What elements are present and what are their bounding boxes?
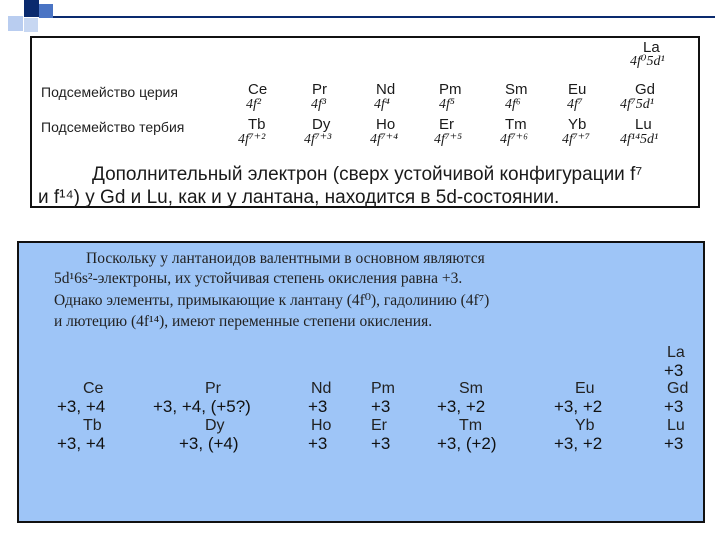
cerium-config-ce: 4f²: [246, 97, 262, 112]
terbium-config-tb: 4f⁷⁺²: [238, 132, 266, 147]
cerium-oxidation-nd: +3: [308, 397, 328, 416]
cerium-config-pm: 4f⁵: [439, 97, 455, 112]
text-line-1: Поскольку у лантаноидов валентными в основном являются: [86, 250, 485, 267]
cerium-config-gd: 4f⁷5d¹: [620, 97, 654, 112]
terbium-symbol-lu: Lu: [667, 417, 685, 434]
terbium-symbol-tb: Tb: [248, 116, 266, 133]
terbium-config-ho: 4f⁷⁺⁴: [370, 132, 399, 147]
oxidation-states-panel: [17, 241, 705, 523]
note-line-1: Дополнительный электрон (сверх устойчивой конфигурации f⁷: [92, 164, 643, 185]
text-line-4: и лютецию (4f¹⁴), имеют переменные степени окисления.: [54, 313, 433, 330]
cerium-config-pr: 4f³: [311, 97, 327, 112]
terbium-symbol-ho: Ho: [311, 417, 332, 434]
terbium-symbol-lu: Lu: [635, 116, 652, 133]
cerium-config-nd: 4f⁴: [374, 97, 390, 112]
cerium-config-eu: 4f⁷: [567, 97, 583, 112]
cerium-symbol-eu: Eu: [568, 81, 587, 98]
cerium-symbol-sm: Sm: [459, 380, 483, 397]
terbium-symbol-tm: Tm: [505, 116, 527, 133]
cerium-symbol-pm: Pm: [439, 81, 462, 98]
terbium-config-yb: 4f⁷⁺⁷: [562, 132, 591, 147]
decor-line: [53, 16, 715, 18]
terbium-symbol-tb: Tb: [83, 417, 102, 434]
cerium-symbol-sm: Sm: [505, 81, 528, 98]
terbium-oxidation-lu: +3: [664, 434, 684, 453]
cerium-symbol-eu: Eu: [575, 380, 595, 397]
cerium-oxidation-ce: +3, +4: [57, 397, 106, 416]
terbium-symbol-dy: Dy: [312, 116, 331, 133]
cerium-oxidation-sm: +3, +2: [437, 397, 486, 416]
cerium-symbol-ce: Ce: [83, 380, 104, 397]
cerium-oxidation-pr: +3, +4, (+5?): [153, 397, 251, 416]
configuration-panel: [30, 36, 700, 208]
terbium-symbol-yb: Yb: [568, 116, 587, 133]
cerium-symbol-pr: Pr: [312, 81, 327, 98]
cerium-subfamily-label: Подсемейство церия: [41, 84, 178, 100]
decor-square-light: [8, 16, 23, 31]
cerium-symbol-nd: Nd: [376, 81, 396, 98]
la-config: 4f⁰5d¹: [630, 54, 665, 69]
decor-square-dark: [24, 0, 39, 17]
cerium-oxidation-pm: +3: [371, 397, 391, 416]
cerium-config-sm: 4f⁶: [505, 97, 521, 112]
cerium-symbol-pr: Pr: [205, 380, 221, 397]
cerium-symbol-pm: Pm: [371, 380, 395, 397]
terbium-symbol-er: Er: [439, 116, 454, 133]
cerium-symbol-gd: Gd: [635, 81, 656, 98]
decor-square-blue: [39, 4, 53, 18]
terbium-symbol-tm: Tm: [459, 417, 483, 434]
terbium-oxidation-tm: +3, (+2): [437, 434, 497, 453]
terbium-symbol-dy: Dy: [205, 417, 225, 434]
la-oxidation: +3: [664, 361, 684, 380]
terbium-symbol-er: Er: [371, 417, 387, 434]
terbium-oxidation-dy: +3, (+4): [179, 434, 239, 453]
cerium-symbol-ce: Ce: [248, 81, 268, 98]
cerium-symbol-nd: Nd: [311, 380, 332, 397]
terbium-oxidation-er: +3: [371, 434, 391, 453]
terbium-subfamily-label: Подсемейство тербия: [41, 119, 185, 135]
terbium-oxidation-tb: +3, +4: [57, 434, 106, 453]
terbium-oxidation-ho: +3: [308, 434, 328, 453]
cerium-oxidation-eu: +3, +2: [554, 397, 603, 416]
terbium-config-er: 4f⁷⁺⁵: [434, 132, 463, 147]
terbium-config-dy: 4f⁷⁺³: [304, 132, 332, 147]
terbium-oxidation-yb: +3, +2: [554, 434, 603, 453]
la-symbol-2: La: [667, 344, 685, 361]
terbium-symbol-ho: Ho: [376, 116, 396, 133]
note-line-2: и f¹⁴) у Gd и Lu, как и у лантана, находится в 5d-состоянии.: [38, 187, 560, 208]
terbium-config-tm: 4f⁷⁺⁶: [500, 132, 529, 147]
decor-square-light-2: [24, 18, 38, 32]
text-line-2: 5d¹6s²-электроны, их устойчивая степень окисления равна +3.: [54, 270, 463, 287]
text-line-3: Однако элементы, примыкающие к лантану (4f⁰), гадолинию (4f⁷): [54, 292, 490, 309]
cerium-oxidation-gd: +3: [664, 397, 684, 416]
la-symbol: La: [643, 39, 660, 56]
cerium-symbol-gd: Gd: [667, 380, 689, 397]
terbium-config-lu: 4f¹⁴5d¹: [620, 132, 659, 147]
terbium-symbol-yb: Yb: [575, 417, 595, 434]
